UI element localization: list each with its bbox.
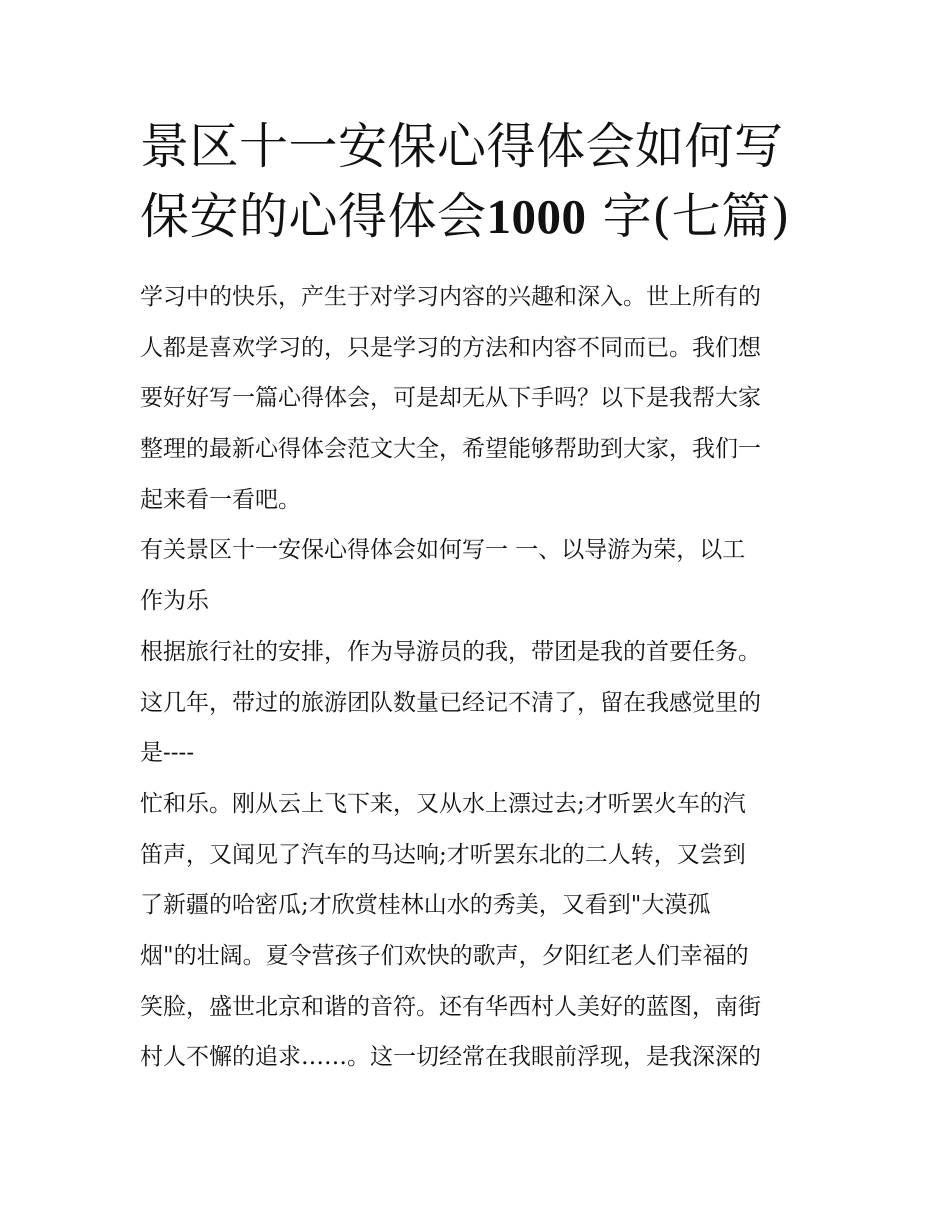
- body-text-line: 整理的最新心得体会范文大全，希望能够帮助到大家，我们一: [140, 436, 761, 463]
- body-text-line: 有关景区十一安保心得体会如何写一 一、以导游为荣，以工: [140, 537, 746, 564]
- body-text-line: 村人不懈的追求……。这一切经常在我眼前浮现，是我深深的: [140, 1044, 761, 1071]
- title-line-2-number: 1000: [486, 189, 587, 244]
- body-text-line: 忙和乐。刚从云上飞下来，又从水上漂过去;才听罢火车的汽: [140, 790, 746, 817]
- document-content: [140, 112, 820, 1083]
- body-text-line: 学习中的快乐，产生于对学习内容的兴趣和深入。世上所有的: [140, 284, 761, 310]
- body-text-line: 这几年，带过的旅游团队数量已经记不清了，留在我感觉里的: [140, 689, 761, 716]
- document-body: [140, 272, 820, 1083]
- document-title: [140, 112, 820, 252]
- body-text-line: 笑脸，盛世北京和谐的音符。还有华西村人美好的蓝图，南街: [140, 993, 761, 1020]
- title-line-1: 景区十一安保心得体会如何写: [140, 118, 784, 175]
- title-line-2-prefix: 保安的心得体会: [140, 188, 487, 245]
- body-text-line: 了新疆的哈密瓜;才欣赏桂林山水的秀美，又看到"大漠孤: [140, 892, 711, 919]
- title-line-2-suffix: 字(七篇): [586, 188, 791, 245]
- body-text-line: 笛声，又闻见了汽车的马达响;才听罢东北的二人转，又尝到: [140, 841, 746, 868]
- body-text-line: 作为乐: [140, 588, 209, 615]
- body-text-line: 人都是喜欢学习的，只是学习的方法和内容不同而已。我们想: [140, 334, 761, 361]
- body-text-line: 要好好写一篇心得体会，可是却无从下手吗？以下是我帮大家: [140, 385, 761, 412]
- body-text-line: 起来看一看吧。: [140, 486, 301, 513]
- body-text-line: 烟"的壮阔。夏令营孩子们欢快的歌声，夕阳红老人们幸福的: [140, 942, 749, 969]
- body-text-line: 是----: [140, 740, 195, 767]
- body-text-line: 根据旅行社的安排，作为导游员的我，带团是我的首要任务。: [140, 638, 761, 665]
